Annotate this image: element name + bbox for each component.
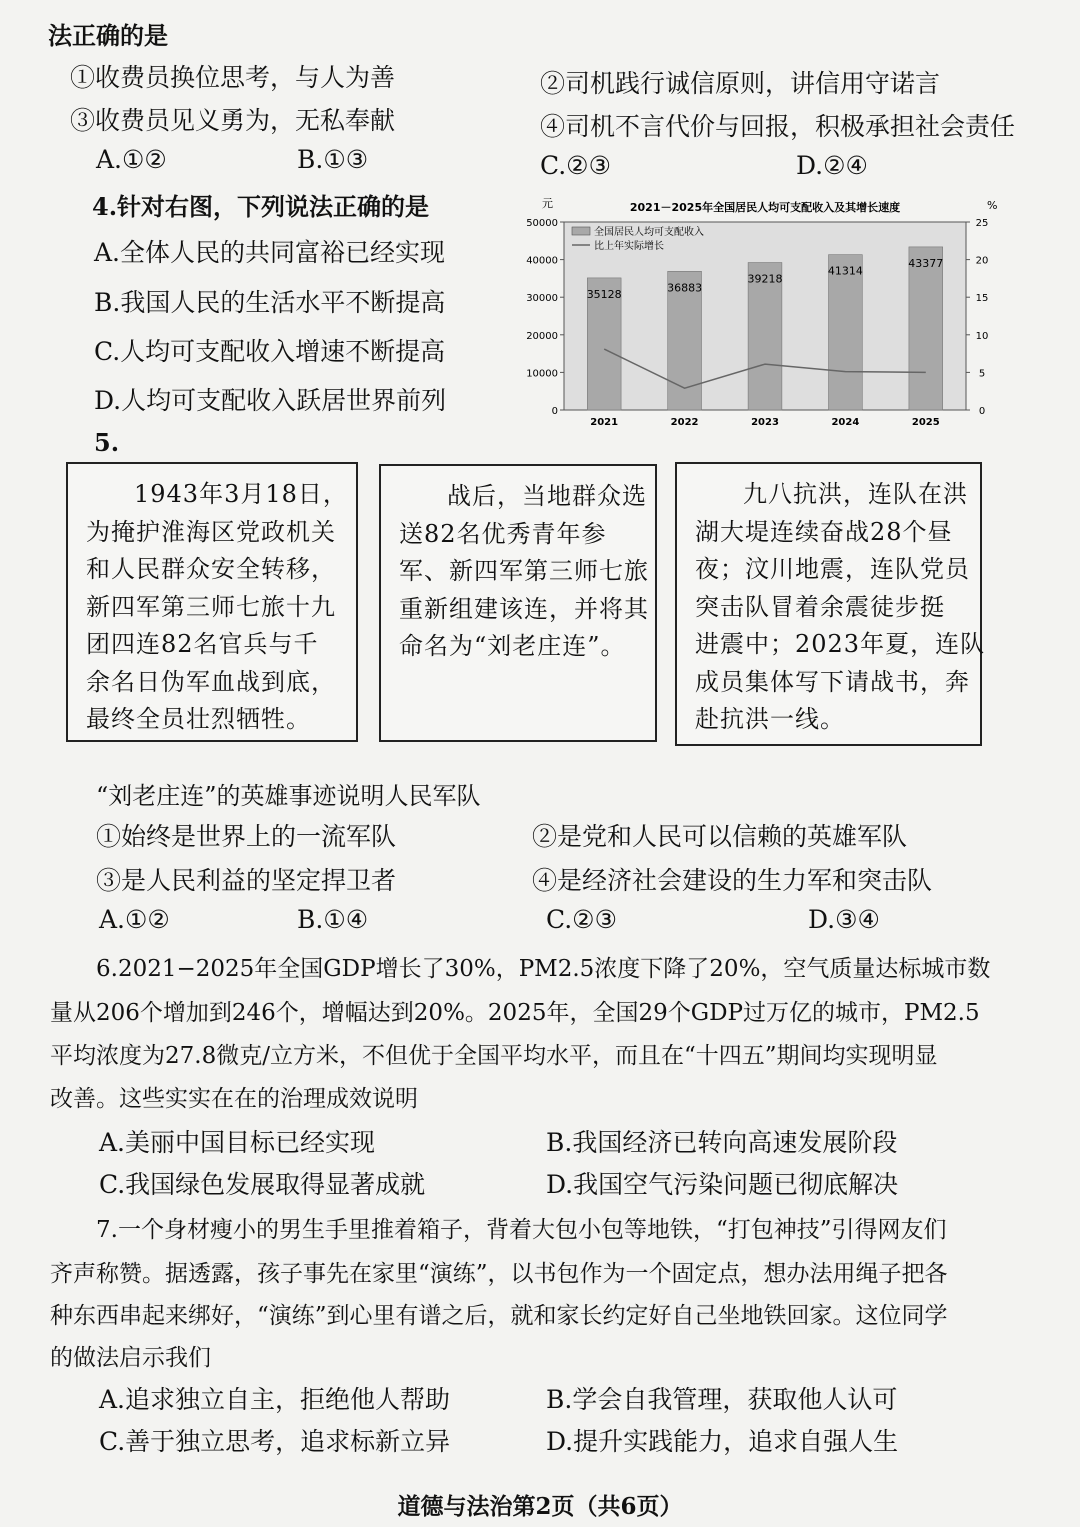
q7-line-2: 齐声称赞。据透露，孩子事先在家里“演练”，以书包作为一个固定点，想办法用绳子把各 <box>50 1261 948 1287</box>
q3-choice-c: C.②③ <box>540 151 612 180</box>
page-footer: 道德与法治第2页（共6页） <box>397 1493 683 1520</box>
q4-stem: 4.针对右图，下列说法正确的是 <box>92 192 430 221</box>
q5-choice-c: C.②③ <box>546 905 618 934</box>
income-bar <box>829 255 863 410</box>
x-tick-label: 2023 <box>751 417 779 428</box>
box1-line: 新四军第三师七旅十九 <box>86 592 336 621</box>
income-bar <box>909 247 943 410</box>
q6-choice-c: C.我国绿色发展取得显著成就 <box>99 1170 426 1199</box>
x-tick-label: 2022 <box>670 417 699 428</box>
right-tick-label: 5 <box>978 368 986 380</box>
left-tick-label: 40000 <box>526 255 558 267</box>
q5-choice-d: D.③④ <box>808 905 880 934</box>
box2-line: 军、新四军第三师七旅 <box>399 557 649 585</box>
q6-choice-b: B.我国经济已转向高速发展阶段 <box>546 1128 898 1157</box>
q5-option-2: ②是党和人民可以信赖的英雄军队 <box>532 822 908 851</box>
q5-choice-b: B.①④ <box>297 905 369 934</box>
q7-line-1: 7.一个身材瘦小的男生手里推着箱子，背着大包小包等地铁，“打包神技”引得网友们 <box>96 1217 947 1243</box>
box3-line: 湖大堤连续奋战28个昼 <box>695 517 953 546</box>
q6-choice-d: D.我国空气污染问题已彻底解决 <box>546 1170 899 1199</box>
q5-number: 5. <box>94 428 120 457</box>
income-chart-svg <box>520 190 1020 435</box>
q5-option-4: ④是经济社会建设的生力军和突击队 <box>532 866 933 895</box>
right-tick-label: 25 <box>975 218 989 229</box>
box1-line: 为掩护淮海区党政机关 <box>86 517 336 546</box>
q3-option-2: ②司机践行诚信原则，讲信用守诺言 <box>540 69 941 98</box>
box1-line: 和人民群众安全转移， <box>86 555 336 583</box>
box3-line: 进震中；2023年夏，连队 <box>695 630 986 658</box>
q3-option-3: ③收费员见义勇为，无私奉献 <box>70 106 396 135</box>
q6-line-2: 量从206个增加到246个，增幅达到20%。2025年，全国29个GDP过万亿的城市，PM2.5 <box>50 1000 980 1026</box>
q6-line-3: 平均浓度为27.8微克/立方米，不但优于全国平均水平，而且在“十四五”期间均实现明显 <box>50 1043 938 1069</box>
q7-line-3: 种东西串起来绑好，“演练”到心里有谱之后，就和家长约定好自己坐地铁回家。这位同学 <box>50 1303 948 1329</box>
q7-choice-a: A.追求独立自主，拒绝他人帮助 <box>99 1385 451 1414</box>
box1-line: 最终全员壮烈牺牲。 <box>86 705 311 733</box>
box3-line: 成员集体写下请战书，奔 <box>695 667 970 696</box>
bar-data-label: 36883 <box>667 281 703 295</box>
chart-left-unit: 元 <box>542 197 553 210</box>
box2-line: 战后，当地群众选 <box>447 482 647 510</box>
right-tick-label: 10 <box>975 330 989 342</box>
box1-line: 团四连82名官兵与千 <box>86 630 319 658</box>
box2-line: 送82名优秀青年参 <box>399 519 607 548</box>
q6-line-1: 6.2021−2025年全国GDP增长了30%，PM2.5浓度下降了20%，空气质量达标城市数 <box>96 956 991 982</box>
bar-data-label: 43377 <box>908 256 944 270</box>
q7-line-4: 的做法启示我们 <box>50 1345 211 1371</box>
bar-data-label: 39218 <box>747 272 783 286</box>
q4-choice-b: B.我国人民的生活水平不断提高 <box>94 288 446 317</box>
box3-line: 赴抗洪一线。 <box>695 705 845 733</box>
q3-option-1: ①收费员换位思考，与人为善 <box>70 63 396 92</box>
box3-line: 九八抗洪，连队在洪 <box>743 480 968 508</box>
q4-choice-c: C.人均可支配收入增速不断提高 <box>94 337 446 366</box>
q4-choice-d: D.人均可支配收入跃居世界前列 <box>94 386 447 415</box>
chart-right-unit: % <box>987 199 998 212</box>
q6-choice-a: A.美丽中国目标已经实现 <box>99 1128 376 1157</box>
story-box-1 <box>66 462 358 742</box>
q3-choice-a: A.①② <box>96 145 167 174</box>
left-tick-label: 20000 <box>526 330 558 342</box>
story-box-3 <box>675 462 986 746</box>
income-chart <box>520 190 1020 435</box>
q5-option-3: ③是人民利益的坚定捍卫者 <box>96 866 397 895</box>
q5-choice-a: A.①② <box>99 905 170 934</box>
q7-choice-d: D.提升实践能力，追求自强人生 <box>546 1427 899 1456</box>
left-tick-label: 0 <box>551 406 558 417</box>
q3-option-4: ④司机不言代价与回报，积极承担社会责任 <box>540 112 1016 141</box>
story-box-2 <box>379 464 657 742</box>
left-tick-label: 30000 <box>526 293 558 305</box>
legend-income-label: 全国居民人均可支配收入 <box>594 227 704 238</box>
q3-choice-b: B.①③ <box>297 145 369 174</box>
q5-stem: “刘老庄连”的英雄事迹说明人民军队 <box>96 782 481 810</box>
bar-data-label: 35128 <box>586 287 622 301</box>
chart-title: 2021－2025年全国居民人均可支配收入及其增长速度 <box>629 201 901 214</box>
x-tick-label: 2024 <box>831 417 860 428</box>
left-tick-label: 10000 <box>526 368 558 380</box>
box1-line: 1943年3月18日， <box>134 480 348 508</box>
left-tick-label: 50000 <box>526 218 558 229</box>
box2-line: 重新组建该连，并将其 <box>399 594 649 623</box>
box1-line: 余名日伪军血战到底， <box>86 667 336 696</box>
bar-data-label: 41314 <box>827 264 863 278</box>
legend-growth-label: 比上年实际增长 <box>594 241 664 252</box>
right-tick-label: 20 <box>975 255 989 267</box>
q7-choice-b: B.学会自我管理，获取他人认可 <box>546 1385 898 1414</box>
q4-choice-a: A.全体人民的共同富裕已经实现 <box>94 238 446 267</box>
q6-line-4: 改善。这些实实在在的治理成效说明 <box>50 1086 418 1112</box>
box2-line: 命名为“刘老庄连”。 <box>399 632 626 660</box>
box3-line: 夜；汶川地震，连队党员 <box>695 555 970 583</box>
x-tick-label: 2025 <box>911 417 940 428</box>
q3-choice-d: D.②④ <box>796 151 868 180</box>
q7-choice-c: C.善于独立思考，追求标新立异 <box>99 1427 451 1456</box>
right-tick-label: 0 <box>978 406 986 417</box>
q5-option-1: ①始终是世界上的一流军队 <box>96 822 397 851</box>
x-tick-label: 2021 <box>590 417 619 428</box>
q3-stem-tail: 法正确的是 <box>48 21 168 50</box>
box3-line: 突击队冒着余震徒步挺 <box>695 592 945 621</box>
right-tick-label: 15 <box>975 293 989 305</box>
legend-income-swatch <box>572 227 590 235</box>
